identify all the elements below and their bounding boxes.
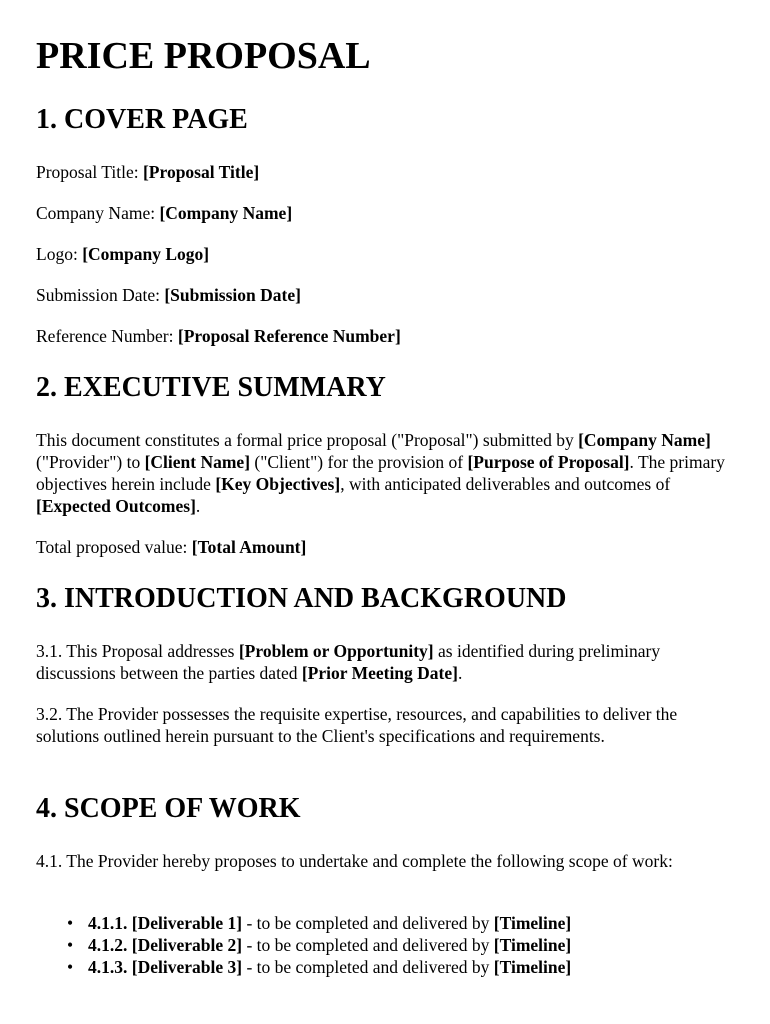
text-run: 3.1. This Proposal addresses xyxy=(36,641,239,661)
field-value: [Company Name] xyxy=(159,203,293,223)
bullet-icon: • xyxy=(67,957,74,977)
text-run: This document constitutes a formal price proposal ("Proposal") submitted by xyxy=(36,430,579,450)
cover-field-logo xyxy=(36,243,726,265)
text-run: ("Provider") to xyxy=(36,452,145,472)
placeholder-client-name: [Client Name] xyxy=(144,452,251,472)
text-run: . The primary objectives herein include xyxy=(36,452,725,494)
placeholder-meeting-date: [Prior Meeting Date] xyxy=(301,663,458,683)
placeholder-timeline: [Timeline] xyxy=(493,913,572,933)
item-number: 4.1.3. xyxy=(88,957,132,977)
placeholder-problem: [Problem or Opportunity] xyxy=(238,641,434,661)
text-run: ("Client") for the provision of xyxy=(250,452,468,472)
field-label: Submission Date: xyxy=(36,285,165,305)
item-number: 4.1.1. xyxy=(88,913,132,933)
placeholder-key-objectives: [Key Objectives] xyxy=(215,474,341,494)
text-run: , with anticipated deliverables and outcomes of xyxy=(340,474,671,494)
placeholder-deliverable: [Deliverable 2] xyxy=(131,935,243,955)
field-value: [Proposal Title] xyxy=(142,162,260,182)
cover-field-reference-number xyxy=(36,325,726,347)
placeholder-company-name: [Company Name] xyxy=(578,430,711,450)
placeholder-deliverable: [Deliverable 3] xyxy=(131,957,243,977)
placeholder-timeline: [Timeline] xyxy=(493,957,572,977)
text-run: . xyxy=(457,663,463,683)
bullet-icon: • xyxy=(67,935,74,955)
cover-field-proposal-title xyxy=(36,161,726,183)
text-run: as identified during preliminary discussions between the parties dated xyxy=(36,641,661,683)
section-heading-scope-of-work: 4. SCOPE OF WORK xyxy=(36,793,301,824)
text-run: - to be completed and delivered by xyxy=(242,913,494,933)
bullet-icon: • xyxy=(67,913,74,933)
intro-paragraph-3-2: 3.2. The Provider possesses the requisite expertise, resources, and capabilities to deliver the solutions outlined herein pursuant to the Client's specifications and requirements. xyxy=(36,704,678,746)
field-value: [Total Amount] xyxy=(191,537,307,557)
total-proposed-value xyxy=(36,536,726,558)
field-value: [Proposal Reference Number] xyxy=(177,326,401,346)
placeholder-purpose: [Purpose of Proposal] xyxy=(467,452,630,472)
field-label: Proposal Title: xyxy=(36,162,143,182)
text-run: - to be completed and delivered by xyxy=(242,935,494,955)
section-heading-cover-page: 1. COVER PAGE xyxy=(36,104,248,135)
section-heading-executive-summary: 2. EXECUTIVE SUMMARY xyxy=(36,372,386,403)
intro-paragraph-3-1 xyxy=(36,640,726,684)
placeholder-timeline: [Timeline] xyxy=(493,935,572,955)
scope-paragraph-4-1: 4.1. The Provider hereby proposes to undertake and complete the following scope of work: xyxy=(36,851,673,871)
text-run: - to be completed and delivered by xyxy=(242,957,494,977)
field-label: Total proposed value: xyxy=(36,537,192,557)
field-value: [Company Logo] xyxy=(82,244,210,264)
executive-summary-paragraph xyxy=(36,429,726,517)
field-label: Reference Number: xyxy=(36,326,178,346)
placeholder-deliverable: [Deliverable 1] xyxy=(131,913,243,933)
list-item xyxy=(36,956,726,978)
cover-field-company-name xyxy=(36,202,726,224)
document-title: PRICE PROPOSAL xyxy=(36,35,371,77)
list-item xyxy=(36,934,726,956)
text-run: . xyxy=(195,496,201,516)
field-label: Company Name: xyxy=(36,203,160,223)
item-number: 4.1.2. xyxy=(88,935,132,955)
deliverables-list xyxy=(36,912,726,978)
section-heading-introduction: 3. INTRODUCTION AND BACKGROUND xyxy=(36,583,567,614)
field-label: Logo: xyxy=(36,244,83,264)
cover-field-submission-date xyxy=(36,284,726,306)
placeholder-expected-outcomes: [Expected Outcomes] xyxy=(36,496,196,516)
list-item xyxy=(36,912,726,934)
field-value: [Submission Date] xyxy=(164,285,301,305)
